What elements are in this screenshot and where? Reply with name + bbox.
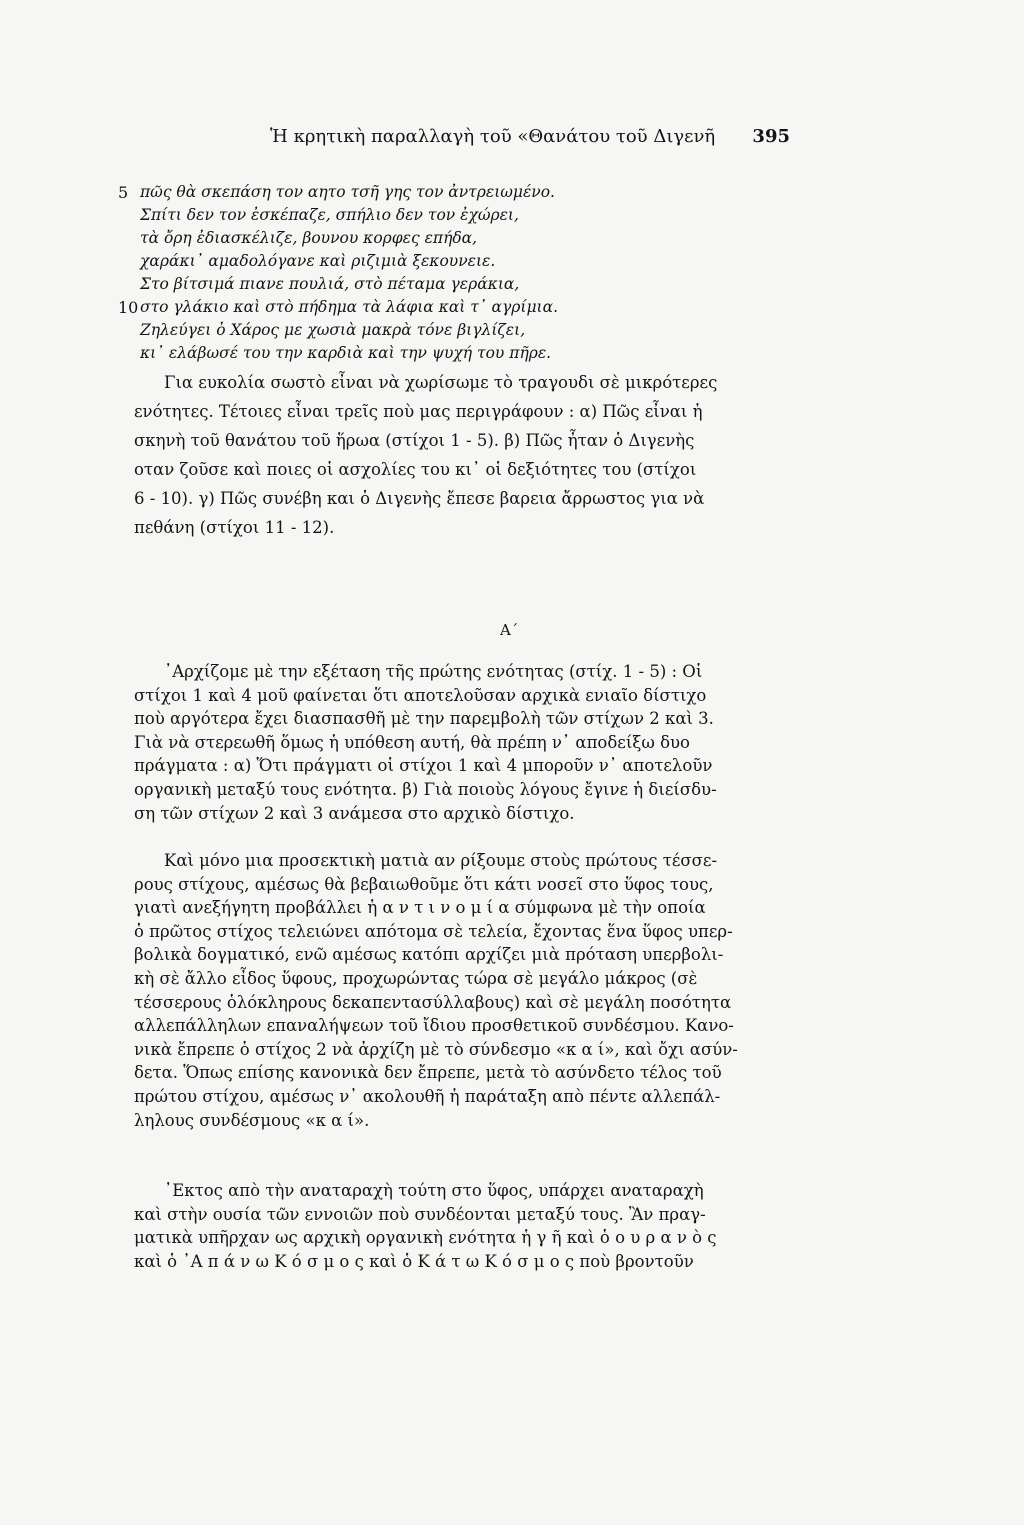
poem-line xyxy=(118,227,818,250)
running-title: Ἡ κρητικὴ παραλλαγὴ τοῦ «Θανάτου τοῦ Διγενῆ xyxy=(270,126,716,147)
text-line: ᾽Εκτος απὸ τὴν αναταραχὴ τούτη στο ὕφος, υπάρχει αναταραχὴ xyxy=(164,1181,704,1200)
text-line: καὶ ὁ ᾽Α π ά ν ω Κ ό σ μ ο ς καὶ ὁ Κ ά τ ω Κ ό σ μ ο ς ποὺ βροντοῦν xyxy=(134,1251,694,1271)
text-line: αλλεπάλληλων επαναλήψεων τοῦ ἴδιου προσθετικοῦ συνδέσμου. Κανο- xyxy=(134,1016,734,1036)
text-line: Γιὰ νὰ στερεωθῆ ὅμως ἡ υπόθεση αυτή, θὰ πρέπη ν᾽ αποδείξω δυο xyxy=(134,732,690,752)
text-line: νικὰ ἔπρεπε ὁ στίχος 2 νὰ ἀρχίζη μὲ τὸ σύνδεσμο «κ α ί», καὶ ὄχι ασύν- xyxy=(134,1039,738,1059)
page-number: 395 xyxy=(752,126,790,147)
verse-text: τὰ ὄρη ἐδιασκέλιζε, βουνου κορφες επήδα, xyxy=(140,229,478,247)
poem-excerpt xyxy=(118,181,818,365)
poem-line xyxy=(118,296,818,319)
verse-text: Στο βίτσιμά πιανε πουλιά, στὸ πέταμα γεράκια, xyxy=(140,275,520,293)
verse-text: κι᾽ ελάβωσέ του την καρδιὰ καὶ την ψυχή του πῆρε. xyxy=(140,344,552,362)
running-header xyxy=(270,126,790,156)
text-line: καὶ στὴν ουσία τῶν εννοιῶν ποὺ συνδέονται μεταξύ τους. Ἂν πραγ- xyxy=(134,1204,706,1224)
verse-text: Ζηλεύγει ὁ Χάρος με χωσιὰ μακρὰ τόνε βιγλίζει, xyxy=(140,321,526,339)
body-paragraph-1 xyxy=(134,660,784,825)
text-line: βολικὰ δογματικό, ενῶ αμέσως κατόπι αρχίζει μιὰ πρόταση υπερβολι- xyxy=(134,945,724,965)
intro-paragraph xyxy=(134,368,784,542)
text-line: ληλους συνδέσμους «κ α ί». xyxy=(134,1110,370,1130)
verse-text: χαράκι᾽ αμαδολόγανε καὶ ριζιμιὰ ξεκουνειε. xyxy=(140,252,496,270)
line-number: 5 xyxy=(118,183,129,202)
poem-line xyxy=(118,250,818,273)
text-line: γιατὶ ανεξήγητη προβάλλει ἡ α ν τ ι ν ο μ ί α σύμφωνα μὲ τὴν οποία xyxy=(134,898,706,918)
text-line: ᾽Αρχίζομε μὲ την εξέταση τῆς πρώτης ενότητας (στίχ. 1 - 5) : Οἱ xyxy=(164,662,703,681)
text-line: Καὶ μόνο μια προσεκτικὴ ματιὰ αν ρίξουμε στοὺς πρώτους τέσσε- xyxy=(164,851,718,870)
text-line: κὴ σὲ ἄλλο εἶδος ὕφους, προχωρώντας τώρα σὲ μεγάλο μάκρος (σὲ xyxy=(134,968,698,988)
line-number: 10 xyxy=(118,298,139,317)
poem-line xyxy=(118,204,818,227)
poem-line xyxy=(118,319,818,342)
text-line: δετα. Ὅπως επίσης κανονικὰ δεν ἔπρεπε, μετὰ τὸ ασύνδετο τέλος τοῦ xyxy=(134,1063,722,1083)
poem-line xyxy=(118,342,818,365)
text-line: πράγματα : α) Ὅτι πράγματι οἱ στίχοι 1 καὶ 4 μποροῦν ν᾽ αποτελοῦν xyxy=(134,756,713,776)
text-line: πεθάνη (στίχοι 11 - 12). xyxy=(134,518,335,537)
poem-line xyxy=(118,181,818,204)
body-paragraph-2 xyxy=(134,849,784,1132)
verse-text: Σπίτι δεν τον ἐσκέπαζε, σπήλιο δεν τον ἐχώρει, xyxy=(140,206,519,224)
text-line: Για ευκολία σωστὸ εἶναι νὰ χωρίσωμε τὸ τραγουδι σὲ μικρότερες xyxy=(164,373,718,392)
text-line: 6 - 10). γ) Πῶς συνέβη και ὁ Διγενὴς ἔπεσε βαρεια ἄρρωστος για νὰ xyxy=(134,489,705,508)
text-line: στίχοι 1 καὶ 4 μοῦ φαίνεται ὅτι αποτελοῦσαν αρχικὰ ενιαῖο δίστιχο xyxy=(134,685,707,705)
body-paragraph-3 xyxy=(134,1179,784,1273)
poem-line xyxy=(118,273,818,296)
text-line: ματικὰ υπῆρχαν ως αρχικὴ οργανικὴ ενότητα ἡ γ ῆ καὶ ὁ ο υ ρ α ν ὸ ς xyxy=(134,1228,717,1248)
text-line: πρώτου στίχου, αμέσως ν᾽ ακολουθῆ ἡ παράταξη απὸ πέντε αλλεπάλ- xyxy=(134,1086,721,1106)
verse-text: στο γλάκιο καὶ στὸ πήδημα τὰ λάφια καὶ τ᾽ αγρίμια. xyxy=(140,298,559,316)
verse-text: πῶς θὰ σκεπάση τον αητο τσῆ γης τον ἀντρειωμένο. xyxy=(140,183,555,201)
section-heading: Α΄ xyxy=(500,621,519,639)
text-line: ποὺ αργότερα ἔχει διασπασθῆ μὲ την παρεμβολὴ τῶν στίχων 2 καὶ 3. xyxy=(134,709,714,729)
text-line: οργανικὴ μεταξύ τους ενότητα. β) Γιὰ ποιοὺς λόγους ἔγινε ἡ διείσδυ- xyxy=(134,779,717,799)
text-line: ση τῶν στίχων 2 καὶ 3 ανάμεσα στο αρχικὸ δίστιχο. xyxy=(134,803,575,823)
text-line: οταν ζοῦσε καὶ ποιες οἱ ασχολίες του κι᾽ οἱ δεξιότητες του (στίχοι xyxy=(134,460,697,479)
text-line: ρους στίχους, αμέσως θὰ βεβαιωθοῦμε ὅτι κάτι νοσεῖ στο ὕφος τους, xyxy=(134,874,714,894)
text-line: ενότητες. Τέτοιες εἶναι τρεῖς ποὺ μας περιγράφουν : α) Πῶς εἶναι ἡ xyxy=(134,402,703,421)
text-line: τέσσερους ὁλόκληρους δεκαπεντασύλλαβους) καὶ σὲ μεγάλη ποσότητα xyxy=(134,992,732,1012)
text-line: σκηνὴ τοῦ θανάτου τοῦ ἥρωα (στίχοι 1 - 5). β) Πῶς ἦταν ὁ Διγενὴς xyxy=(134,431,695,450)
text-line: ὁ πρῶτος στίχος τελειώνει απότομα σὲ τελεία, ἔχοντας ἕνα ὕφος υπερ- xyxy=(134,921,733,941)
